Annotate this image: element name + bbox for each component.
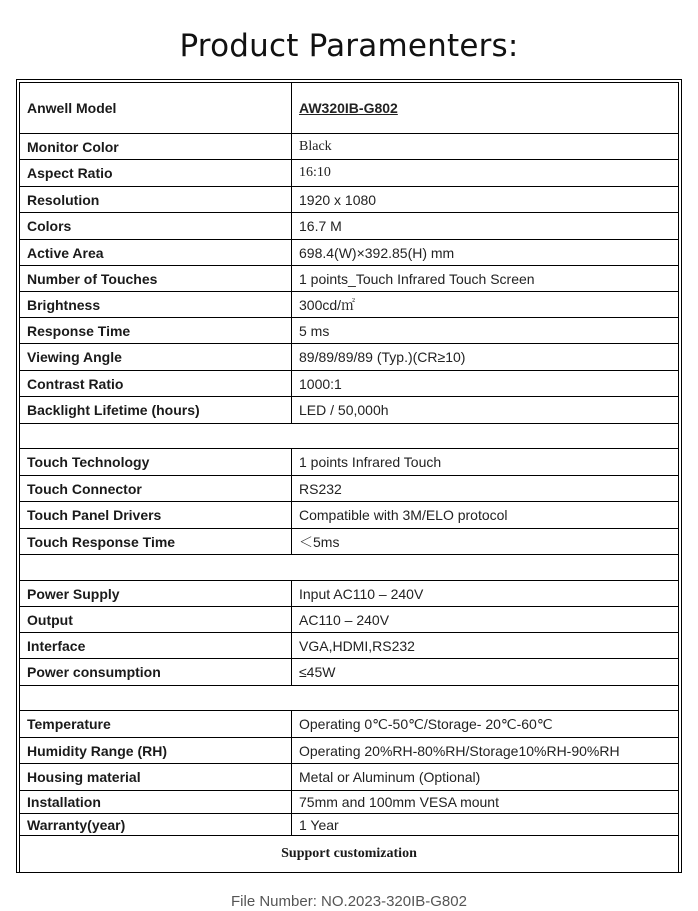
row-value: 89/89/89/89 (Typ.)(CR≥10) bbox=[292, 344, 679, 371]
table-row bbox=[20, 318, 679, 344]
table-row bbox=[20, 213, 679, 240]
row-value: 16.7 M bbox=[292, 213, 679, 240]
row-value: ＜5ms bbox=[292, 529, 679, 555]
row-value: 1 Year bbox=[292, 814, 679, 836]
row-label: Touch Connector bbox=[20, 476, 292, 502]
table-row bbox=[20, 529, 679, 555]
table-row bbox=[20, 764, 679, 791]
table-row bbox=[20, 371, 679, 397]
spacer-row bbox=[20, 424, 679, 449]
table-row bbox=[20, 502, 679, 529]
table-row bbox=[20, 266, 679, 292]
row-value: Input AC110 – 240V bbox=[292, 581, 679, 607]
table-row bbox=[20, 292, 679, 318]
row-value: Black bbox=[292, 134, 679, 160]
table-row bbox=[20, 344, 679, 371]
row-value: 5 ms bbox=[292, 318, 679, 344]
row-value: AW320IB-G802 bbox=[292, 83, 679, 134]
spacer-cell bbox=[20, 424, 679, 449]
row-label: Temperature bbox=[20, 711, 292, 738]
row-value: LED / 50,000h bbox=[292, 397, 679, 424]
spec-table bbox=[19, 82, 679, 873]
row-label: Installation bbox=[20, 791, 292, 814]
table-row bbox=[20, 633, 679, 659]
spacer-cell bbox=[20, 555, 679, 581]
row-value: ≤45W bbox=[292, 659, 679, 686]
spacer-cell bbox=[20, 686, 679, 711]
table-row bbox=[20, 160, 679, 187]
row-label: Number of Touches bbox=[20, 266, 292, 292]
row-label: Contrast Ratio bbox=[20, 371, 292, 397]
file-number: File Number: NO.2023-320IB-G802 bbox=[231, 893, 467, 910]
row-label: Interface bbox=[20, 633, 292, 659]
row-label: Touch Panel Drivers bbox=[20, 502, 292, 529]
row-label: Backlight Lifetime (hours) bbox=[20, 397, 292, 424]
row-label: Monitor Color bbox=[20, 134, 292, 160]
row-value: 75mm and 100mm VESA mount bbox=[292, 791, 679, 814]
table-row bbox=[20, 83, 679, 134]
table-row bbox=[20, 240, 679, 266]
row-value: Metal or Aluminum (Optional) bbox=[292, 764, 679, 791]
row-value: 1 points Infrared Touch bbox=[292, 449, 679, 476]
table-row bbox=[20, 659, 679, 686]
spacer-row bbox=[20, 686, 679, 711]
row-label: Aspect Ratio bbox=[20, 160, 292, 187]
row-value: VGA,HDMI,RS232 bbox=[292, 633, 679, 659]
row-value: AC110 – 240V bbox=[292, 607, 679, 633]
table-row bbox=[20, 476, 679, 502]
table-row bbox=[20, 581, 679, 607]
row-value: Compatible with 3M/ELO protocol bbox=[292, 502, 679, 529]
table-row bbox=[20, 449, 679, 476]
table-row bbox=[20, 711, 679, 738]
row-label: Resolution bbox=[20, 187, 292, 213]
row-label: Touch Response Time bbox=[20, 529, 292, 555]
row-label: Warranty(year) bbox=[20, 814, 292, 836]
row-value: 300cd/㎡ bbox=[292, 292, 679, 318]
row-label: Active Area bbox=[20, 240, 292, 266]
row-label: Anwell Model bbox=[20, 83, 292, 134]
row-value: 1000:1 bbox=[292, 371, 679, 397]
row-label: Viewing Angle bbox=[20, 344, 292, 371]
row-label: Response Time bbox=[20, 318, 292, 344]
row-value: Operating 20%RH-80%RH/Storage10%RH-90%RH bbox=[292, 738, 679, 764]
table-row bbox=[20, 397, 679, 424]
table-row bbox=[20, 738, 679, 764]
table-row bbox=[20, 607, 679, 633]
row-label: Housing material bbox=[20, 764, 292, 791]
row-value: 698.4(W)×392.85(H) mm bbox=[292, 240, 679, 266]
row-value: RS232 bbox=[292, 476, 679, 502]
table-row bbox=[20, 134, 679, 160]
spacer-row bbox=[20, 555, 679, 581]
row-value: Operating 0℃-50℃/Storage- 20℃-60℃ bbox=[292, 711, 679, 738]
row-label: Output bbox=[20, 607, 292, 633]
row-label: Power consumption bbox=[20, 659, 292, 686]
row-value: 16:10 bbox=[292, 160, 679, 187]
row-label: Humidity Range (RH) bbox=[20, 738, 292, 764]
row-value: 1 points_Touch Infrared Touch Screen bbox=[292, 266, 679, 292]
row-label: Power Supply bbox=[20, 581, 292, 607]
page-title: Product Paramenters: bbox=[179, 28, 519, 64]
footer-row bbox=[20, 836, 679, 873]
row-label: Brightness bbox=[20, 292, 292, 318]
support-customization-cell: Support customization bbox=[20, 836, 679, 873]
row-label: Touch Technology bbox=[20, 449, 292, 476]
table-row bbox=[20, 814, 679, 836]
table-row bbox=[20, 791, 679, 814]
row-value: 1920 x 1080 bbox=[292, 187, 679, 213]
row-label: Colors bbox=[20, 213, 292, 240]
table-row bbox=[20, 187, 679, 213]
